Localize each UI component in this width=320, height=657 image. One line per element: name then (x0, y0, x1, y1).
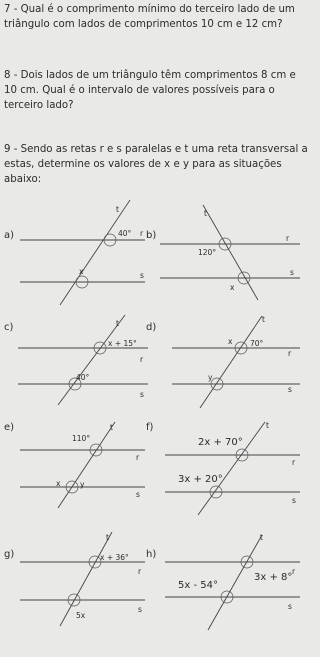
angle-b1: 120° (198, 248, 217, 257)
r-label-g: r (138, 567, 142, 576)
s-label-b: s (290, 268, 294, 277)
diagram-a (4, 200, 145, 305)
s-label-d: s (288, 385, 292, 394)
t-label-d: t (262, 315, 265, 324)
line-t-c (58, 315, 125, 405)
r-label-e: r (136, 453, 140, 462)
question-9: 9 - Sendo as retas r e s paralelas e t uma reta transversal a estas, determine os valores de x e y para as situações abaixo: (4, 144, 308, 185)
diagram-a-label: a) (4, 230, 15, 241)
angle-e2: x (56, 479, 61, 488)
t-label-c: t (116, 319, 119, 328)
angle-a1: 40° (118, 229, 132, 238)
line-t-g (60, 532, 112, 626)
diagram-g-label: g) (4, 549, 15, 560)
angle-h1: 3x + 8° (254, 572, 293, 583)
diagram-h-label: h) (146, 549, 157, 560)
diagram-d-label: d) (146, 322, 157, 333)
t-label-e: t (110, 423, 113, 432)
angle-h2: 5x - 54° (178, 580, 218, 591)
question-7: 7 - Qual é o comprimento mínimo do terceiro lado de um triângulo com lados de comprimentos 10 cm e 12 cm? (4, 4, 295, 30)
diagram-e (4, 422, 145, 508)
angle-f1: 2x + 70° (198, 437, 243, 448)
s-label-a: s (140, 271, 144, 280)
angle-c2: 40° (76, 373, 90, 382)
angle-b2: x (230, 283, 235, 292)
s-label-h: s (288, 602, 292, 611)
angle-a2: x (79, 267, 84, 276)
r-label-a: r (140, 229, 144, 238)
r-label-c: r (140, 355, 144, 364)
diagram-f (146, 421, 300, 515)
angle-e1: 110° (72, 434, 91, 443)
diagram-b-label: b) (146, 230, 157, 241)
line-t-d (200, 316, 262, 408)
angle-d2: 70° (250, 339, 264, 348)
t-label-f: t (266, 421, 269, 430)
diagram-c (4, 315, 148, 405)
angle-f2: 3x + 20° (178, 474, 223, 485)
r-label-h: r (292, 567, 296, 576)
r-label-d: r (288, 349, 292, 358)
diagram-c-label: c) (4, 322, 14, 333)
angle-d1: x (228, 337, 233, 346)
angle-g1: x + 36° (100, 553, 129, 562)
t-label-b: t (204, 209, 207, 218)
angle-e3: y (80, 480, 85, 489)
s-label-g: s (138, 605, 142, 614)
t-label-h: t (260, 533, 263, 542)
r-label-f: r (292, 458, 296, 467)
diagram-b (146, 205, 300, 300)
t-label-g: t (106, 533, 109, 542)
diagram-g (4, 532, 145, 626)
line-t-a (60, 200, 130, 305)
diagram-e-label: e) (4, 422, 15, 433)
angle-d3: y (208, 373, 213, 382)
diagram-d (146, 315, 300, 408)
angle-c1: x + 15° (108, 339, 137, 348)
r-label-b: r (286, 234, 290, 243)
diagram-f-label: f) (146, 422, 154, 433)
question-8: 8 - Dois lados de um triângulo têm comprimentos 8 cm e 10 cm. Qual é o intervalo de valores possíveis para o terceiro lado? (4, 70, 296, 111)
s-label-f: s (292, 496, 296, 505)
s-label-c: s (140, 390, 144, 399)
t-label-a: t (116, 205, 119, 214)
angle-g2: 5x (76, 611, 86, 620)
s-label-e: s (136, 490, 140, 499)
diagram-h (146, 533, 300, 630)
line-t-f (198, 422, 265, 515)
